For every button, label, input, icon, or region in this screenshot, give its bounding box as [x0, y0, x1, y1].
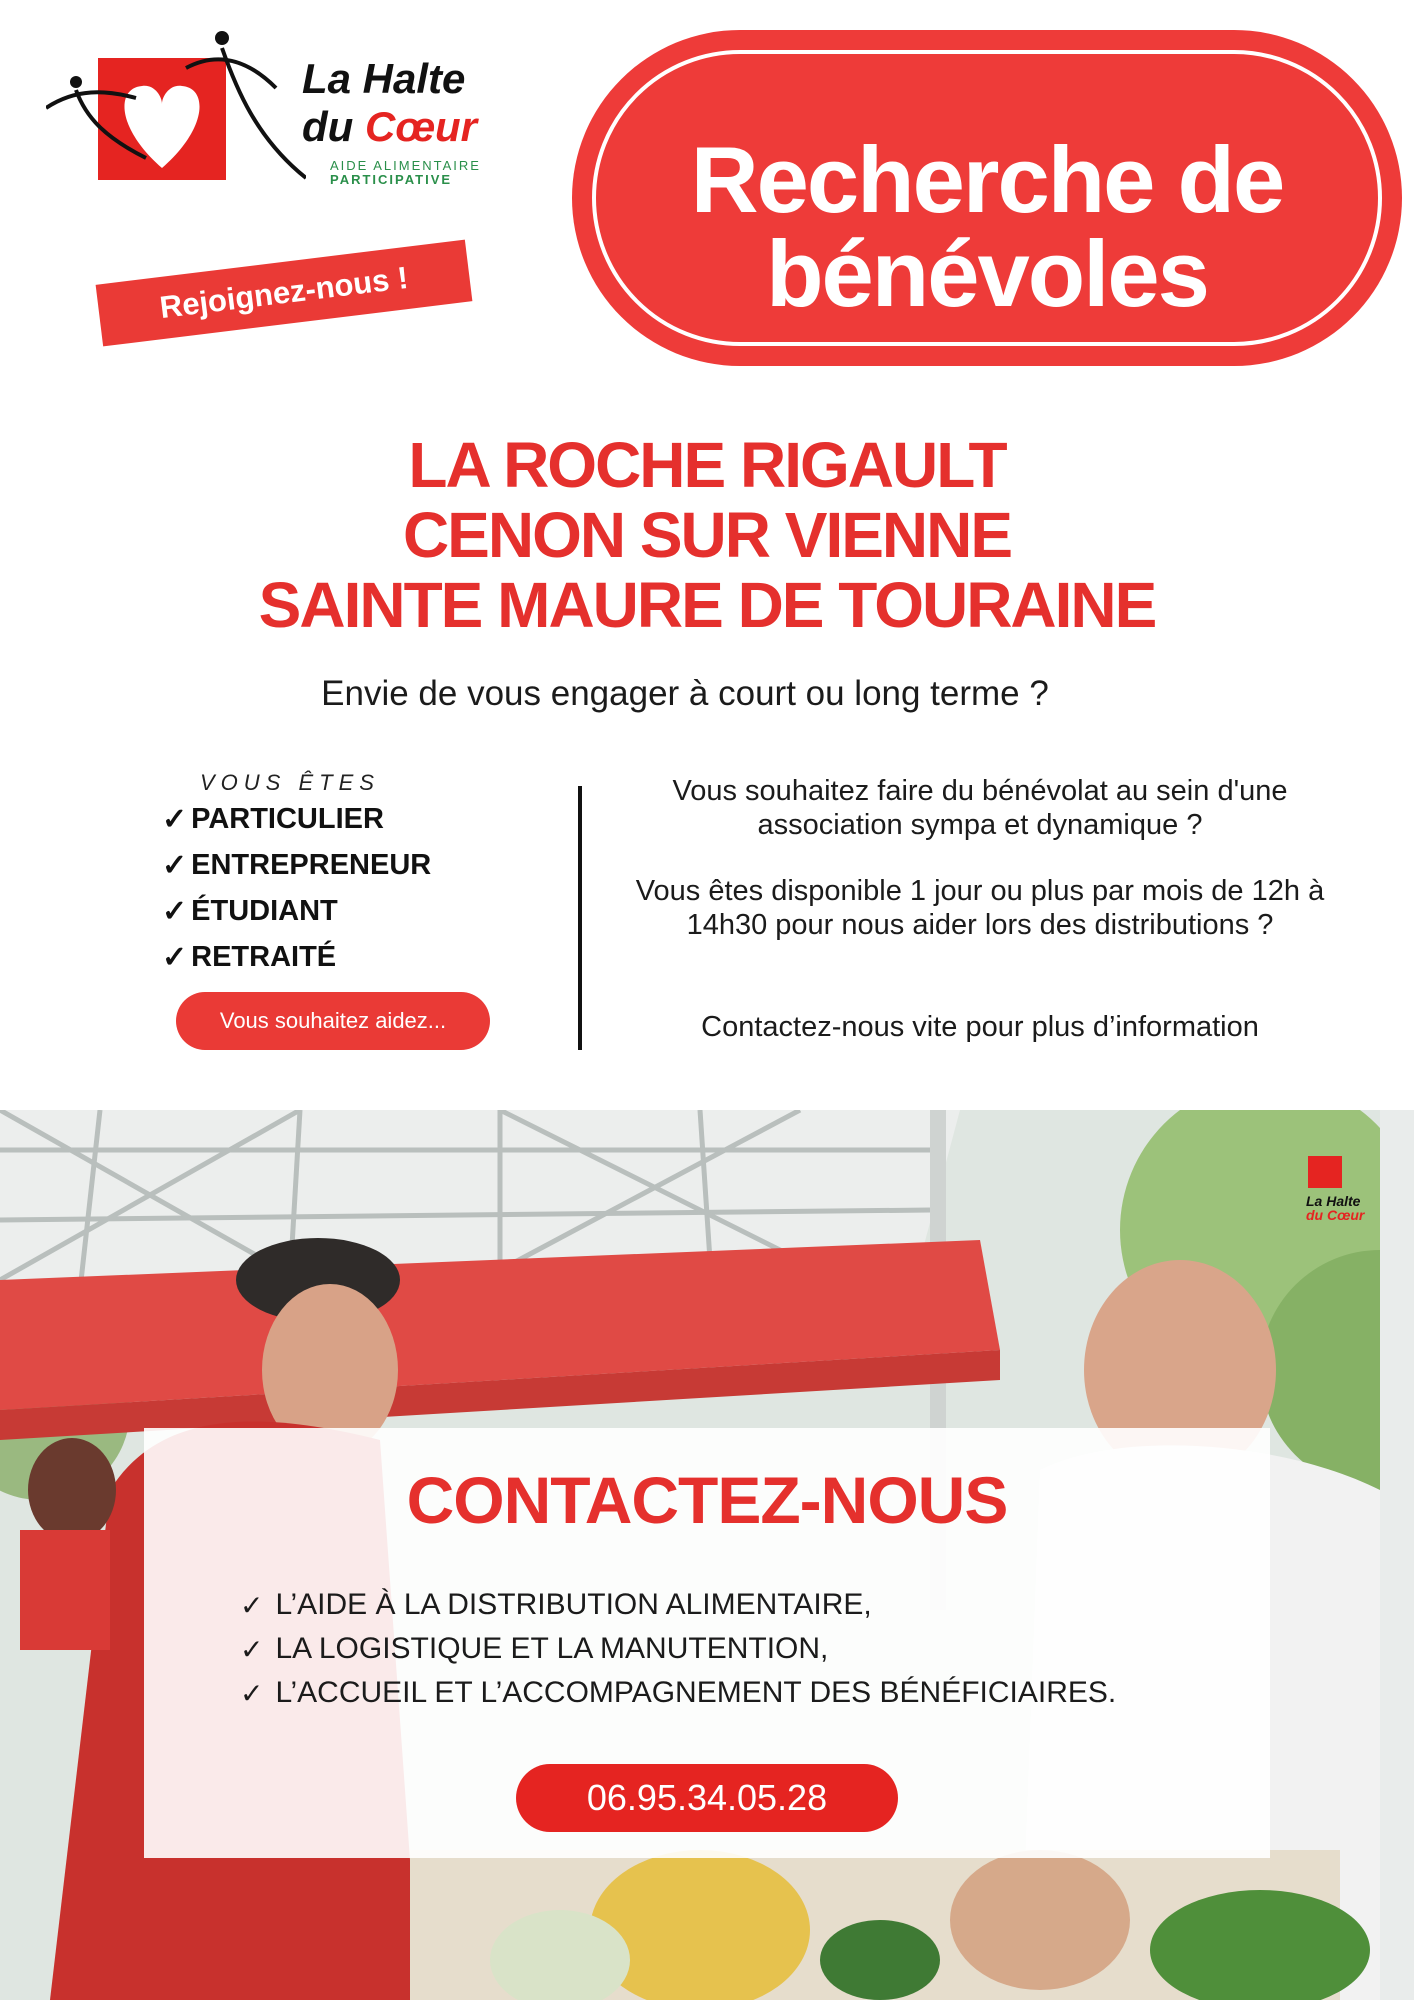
logo — [46, 28, 526, 198]
task-label: LA LOGISTIQUE ET LA MANUTENTION, — [275, 1632, 829, 1665]
title-line2: bénévoles — [766, 221, 1208, 326]
logo-name-coeur: Cœur — [364, 103, 477, 150]
vertical-divider — [578, 786, 582, 1050]
profile-item-label: ÉTUDIANT — [191, 895, 338, 927]
watermark-name-line2: du Cœur — [1306, 1207, 1365, 1223]
profile-item — [162, 940, 336, 975]
info-paragraph-1: Vous souhaitez faire du bénévolat au sein d'une association sympa et dynamique ? — [672, 775, 1288, 841]
profile-item-label: PARTICULIER — [191, 803, 384, 835]
checkmark-icon: ✓ — [162, 895, 188, 928]
task-label: L’ACCUEIL ET L’ACCOMPAGNEMENT DES BÉNÉFICIAIRES. — [275, 1676, 1117, 1709]
title-banner — [572, 30, 1402, 366]
subtitle: Envie de vous engager à court ou long terme ? — [321, 674, 1049, 713]
task-item — [240, 1676, 1116, 1710]
checkmark-icon: ✓ — [240, 1677, 264, 1709]
location-3: SAINTE MAURE DE TOURAINE — [258, 569, 1156, 641]
title-line1: Recherche de — [690, 127, 1284, 232]
profile-item — [162, 894, 338, 929]
info-paragraph-2: Vous êtes disponible 1 jour ou plus par mois de 12h à 14h30 pour nous aider lors des distributions ? — [635, 875, 1325, 941]
info-paragraph-3: Contactez-nous vite pour plus d’information — [701, 1011, 1259, 1043]
logo-tagline-2: PARTICIPATIVE — [330, 172, 453, 187]
checkmark-icon: ✓ — [162, 803, 188, 836]
contact-title: CONTACTEZ-NOUS — [406, 1463, 1008, 1537]
heart-people-logo-icon — [46, 28, 306, 198]
help-button[interactable]: Vous souhaitez aidez... — [176, 992, 490, 1050]
task-item — [240, 1632, 828, 1666]
join-us-tag: Rejoignez-nous ! — [96, 240, 473, 347]
photo-watermark-logo — [1296, 1148, 1376, 1234]
profile-item-label: ENTREPRENEUR — [191, 849, 432, 881]
profile-item-label: RETRAITÉ — [191, 941, 337, 973]
location-2: CENON SUR VIENNE — [402, 499, 1012, 571]
profile-item — [162, 848, 431, 883]
task-item — [240, 1588, 872, 1622]
profile-heading: VOUS ÊTES — [200, 770, 380, 795]
watermark-name-line1: La Halte — [1306, 1193, 1361, 1209]
checkmark-icon: ✓ — [240, 1633, 264, 1665]
location-1: LA ROCHE RIGAULT — [408, 429, 1006, 501]
phone-number-button[interactable]: 06.95.34.05.28 — [516, 1764, 898, 1832]
logo-name-line2 — [302, 104, 477, 150]
watermark-red-square — [1308, 1156, 1342, 1188]
logo-name-du: du — [302, 103, 365, 150]
profile-item — [162, 802, 384, 837]
checkmark-icon: ✓ — [240, 1589, 264, 1621]
checkmark-icon: ✓ — [162, 941, 188, 974]
contact-card — [144, 1428, 1270, 1858]
logo-name-line1: La Halte — [302, 55, 466, 102]
task-label: L’AIDE À LA DISTRIBUTION ALIMENTAIRE, — [275, 1588, 872, 1621]
logo-tagline-1: AIDE ALIMENTAIRE — [330, 158, 481, 173]
checkmark-icon: ✓ — [162, 849, 188, 882]
